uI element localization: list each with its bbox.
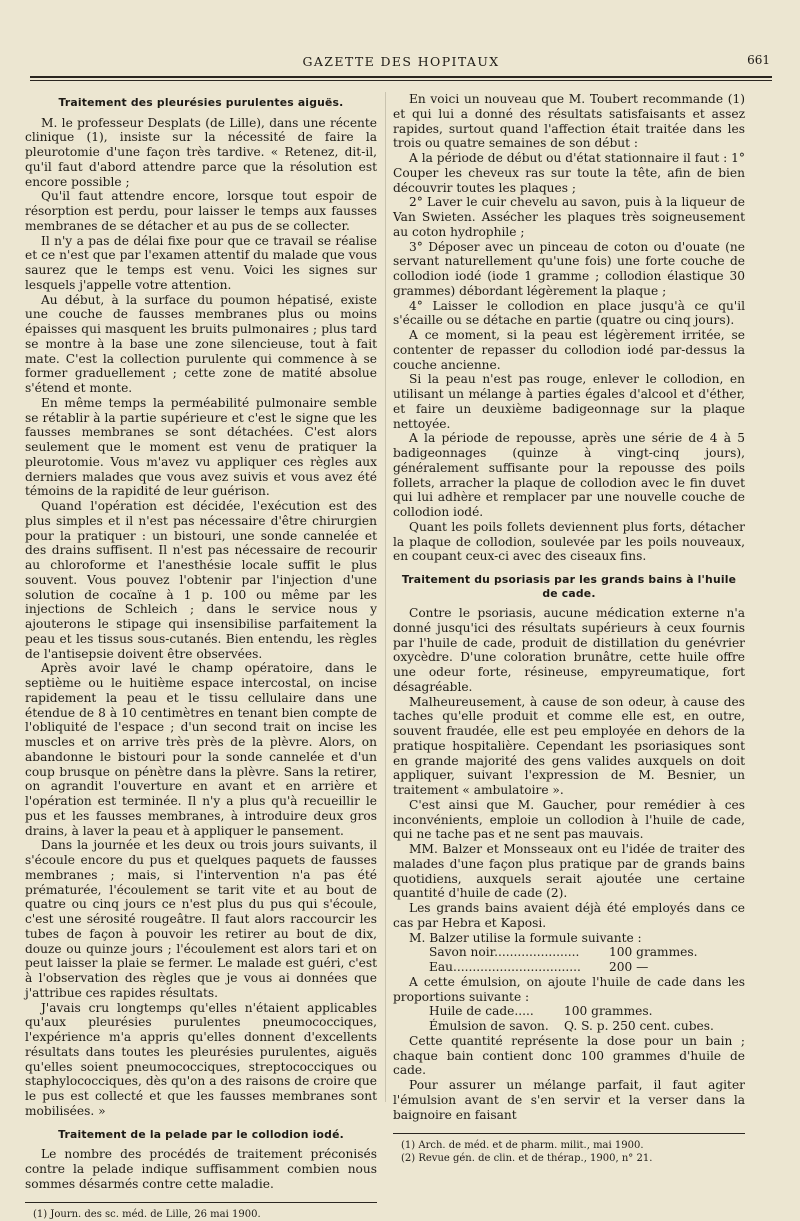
paragraph: Le nombre des procédés de traitement préconisés contre la pelade indique suffisamment combien nous sommes désarmés contre cette maladie. — [25, 1147, 377, 1191]
paragraph: C'est ainsi que M. Gaucher, pour remédier à ces inconvénients, emploie un collodion à l'huile de cade, qui ne tache pas et ne sent pas mauvais. — [393, 797, 745, 842]
paragraph: En voici un nouveau que M. Toubert recommande (1) et qui lui a donné des résultats satisfaisants et assez rapides, surtout quand l'affection était traitée dans les trois ou quatre semaines de son début : — [393, 92, 745, 151]
paragraph: Quand l'opération est décidée, l'exécution est des plus simples et il n'est pas nécessaire d'être chirurgien pour la pratiquer : un bistouri, une sonde cannelée et des drains suffisent. Il n'est pas nécessaire de recourir au chloroforme et l'anesthésie locale suffit le plus souvent. Vous pouvez l'obtenir par l'injection d'une solution de cocaïne à 1 p. 100 ou même par les injections de Schleich ; dans le service nous y ajouterons le stipage qui insensibilise parfaitement la peau et les tissus sous-cutanés. Bien entendu, les règles de l'antisepsie doivent être observées. — [25, 499, 377, 661]
paragraph: Pour assurer un mélange parfait, il faut agiter l'émulsion avant de s'en servir et la verser dans la baignoire en faisant — [393, 1078, 745, 1122]
formula-value: 200 — — [609, 960, 649, 974]
footnote: (1) Arch. de méd. et de pharm. milit., mai 1900. — [401, 1140, 644, 1152]
footnote: (1) Journ. des sc. méd. de Lille, 26 mai 1900. — [33, 1209, 261, 1221]
formula-value: 100 grammes. — [609, 945, 698, 960]
paragraph: A ce moment, si la peau est légèrement irritée, se contenter de repasser du collodion iodé par-dessus la couche ancienne. — [393, 328, 745, 372]
header-rule — [30, 76, 772, 78]
paragraph: 2° Laver le cuir chevelu au savon, puis à la liqueur de Van Swieten. Assécher les plaques très soigneusement au coton hydrophile ; — [393, 195, 745, 239]
header-rule-thin — [30, 80, 772, 81]
formula-row — [429, 960, 745, 975]
paragraph: A la période de repousse, après une série de 4 à 5 badigeonnages (quinze à vingt-cinq jours), généralement suffisante pour la repousse des poils follets, arracher la plaque de collodion avec le fin duvet qui lui adhère et remplacer par une nouvelle couche de collodion iodé. — [393, 431, 745, 519]
paragraph: Qu'il faut attendre encore, lorsque tout espoir de résorption est perdu, pour laisser le temps aux fausses membranes de se détacher et au pus de se collecter. — [25, 189, 377, 233]
paragraph: Au début, à la surface du poumon hépatisé, existe une couche de fausses membranes plus ou moins épaisses qui masquent les bruits pulmonaires ; plus tard se montre à la base une zone silencieuse, tout à fait mate. C'est la collection purulente qui commence à se former graduellement ; cette zone de matité absolue s'étend et monte. — [25, 292, 377, 395]
footnote: (2) Revue gén. de clin. et de thérap., 1900, n° 21. — [401, 1153, 653, 1165]
paragraph: Quant les poils follets deviennent plus forts, détacher la plaque de collodion, soulevée par les poils nouveaux, en coupant ceux-ci avec des ciseaux fins. — [393, 519, 745, 564]
paragraph: M. Balzer utilise la formule suivante : — [409, 930, 642, 945]
formula-row — [429, 1019, 745, 1034]
formula-row — [429, 945, 745, 960]
formula-label: Savon noir...................... — [429, 945, 580, 960]
page-header — [30, 52, 772, 74]
formula-value: 100 grammes. — [564, 1004, 653, 1019]
paragraph: Si la peau n'est pas rouge, enlever le collodion, en utilisant un mélange à parties égales d'alcool et d'éther, et faire un deuxième badigeonnage sur la plaque nettoyée. — [393, 372, 745, 431]
column-divider — [385, 92, 386, 1102]
formula-label: Émulsion de savon. — [429, 1019, 549, 1033]
paragraph: Dans la journée et les deux ou trois jours suivants, il s'écoule encore du pus et quelques paquets de fausses membranes ; mais, si l'intervention n'a pas été prématurée, l'écoulement se tarit vite et au bout de quatre ou cinq jours ce n'est plus du pus qui s'écoule, c'est une sérosité rougeâtre. Il faut alors raccourcir les tubes de façon à pouvoir les retirer au bout de dix, douze ou quinze jours ; l'écoulement est alors tari et on peut laisser la plaie se fermer. Le malade est guéri, c'est à l'observation des règles que je vous ai données que j'attribue ces rapides résultats. — [25, 838, 377, 1000]
paragraph: A cette émulsion, on ajoute l'huile de cade dans les proportions suivante : — [393, 974, 745, 1004]
formula-row — [429, 1004, 745, 1019]
paragraph: Il n'y a pas de délai fixe pour que ce travail se réalise et ce n'est que par l'examen attentif du malade que vous saurez que le temps est venu. Voici les signes sur lesquels j'appelle votre attention. — [25, 233, 377, 292]
paragraph: 4° Laisser le collodion en place jusqu'à ce qu'il s'écaille ou se détache en partie (quatre ou cinq jours). — [393, 298, 745, 328]
paragraph: Malheureusement, à cause de son odeur, à cause des taches qu'elle produit et comme elle est, en outre, souvent fraudée, elle est peu employée en dehors de la pratique hospitalière. Cependant les psoriasiques sont en grande majorité des gens valides auxquels on doit appliquer, suivant l'expression de M. Besnier, un traitement « ambulatoire ». — [393, 694, 745, 797]
journal-title: GAZETTE DES HOPITAUX — [302, 54, 500, 69]
page-number: 661 — [747, 53, 770, 67]
formula-value: Q. S. p. 250 cent. cubes. — [564, 1019, 714, 1033]
paragraph: M. le professeur Desplats (de Lille), dans une récente clinique (1), insiste sur la nécessité de faire la pleurotomie d'une façon très tardive. « Retenez, dit-il, qu'il faut d'abord attendre parce que la résolution est encore possible ; — [25, 115, 377, 189]
footnote-rule — [25, 1202, 377, 1203]
paragraph: Les grands bains avaient déjà été employés dans ce cas par Hebra et Kaposi. — [393, 901, 745, 930]
section-heading-pelade: Traitement de la pelade par le collodion iodé. — [58, 1127, 344, 1141]
paragraph: Contre le psoriasis, aucune médication externe n'a donné jusqu'ici des résultats supérieurs à ceux fournis par l'huile de cade, produit de distillation du genévrier oxycèdre. D'une coloration brunâtre, cette huile offre une odeur forte, résineuse, empyreumatique, fort désagréable. — [393, 606, 745, 694]
paragraph: A la période de début ou d'état stationnaire il faut : 1° Couper les cheveux ras sur toute la tête, afin de bien découvrir toutes les plaques ; — [393, 151, 745, 195]
paragraph: 3° Déposer avec un pinceau de coton ou d'ouate (ne servant naturellement qu'une fois) une forte couche de collodion iodé (iode 1 gramme ; collodion élastique 30 grammes) débordant légèrement la plaque ; — [393, 239, 745, 298]
paragraph: MM. Balzer et Monsseaux ont eu l'idée de traiter des malades d'une façon plus pratique par de grands bains quotidiens, auxquels serait ajoutée une certaine quantité d'huile de cade (2). — [393, 842, 745, 901]
paragraph: Après avoir lavé le champ opératoire, dans le septième ou le huitième espace intercostal, on incise rapidement la peau et le tissu cellulaire dans une étendue de 8 à 10 centimètres en tenant bien compte de l'obliquité de l'espace ; d'un second trait on incise les muscles et on arrive très près de la plèvre. Alors, on abandonne le bistouri pour la sonde cannelée et d'un coup brusque on pénètre dans la plèvre. Sans la retirer, on agrandit l'ouverture en avant et en arrière et l'opération est terminée. Il n'y a plus qu'à recueillir le pus et les fausses membranes, à introduire deux gros drains, à laver la peau et à appliquer le pansement. — [25, 661, 377, 838]
footnote-rule — [393, 1133, 745, 1134]
left-column — [25, 92, 377, 1221]
formula-label: Huile de cade..... — [429, 1004, 534, 1019]
formula-label: Eau................................. — [429, 960, 581, 974]
right-column — [393, 92, 745, 1165]
paragraph: J'avais cru longtemps qu'elles n'étaient applicables qu'aux pleurésies purulentes pneumococciques, l'expérience m'a appris qu'elles donnent d'excellents résultats dans toutes les pleurésies purulentes, aiguës qu'elles soient pneumococciques, streptococciques ou staphylococciques, dès qu'on a des raisons de croire que le pus est collecté et que les fausses membranes sont mobilisées. » — [25, 1000, 377, 1118]
section-heading-pleuresies: Traitement des pleurésies purulentes aiguës. — [58, 96, 344, 109]
paragraph: Cette quantité représente la dose pour un bain ; chaque bain contient donc 100 grammes d'huile de cade. — [393, 1033, 745, 1078]
section-heading-psoriasis: Traitement du psoriasis par les grands bains à l'huile de cade. — [401, 573, 737, 600]
paragraph: En même temps la perméabilité pulmonaire semble se rétablir à la partie supérieure et c'est le signe que les fausses membranes se sont détachées. C'est alors seulement que le moment est venu de pratiquer la pleurotomie. Vous m'avez vu appliquer ces règles aux derniers malades que vous avez suivis et vous avez été témoins de la rapidité de leur guérison. — [25, 395, 377, 499]
